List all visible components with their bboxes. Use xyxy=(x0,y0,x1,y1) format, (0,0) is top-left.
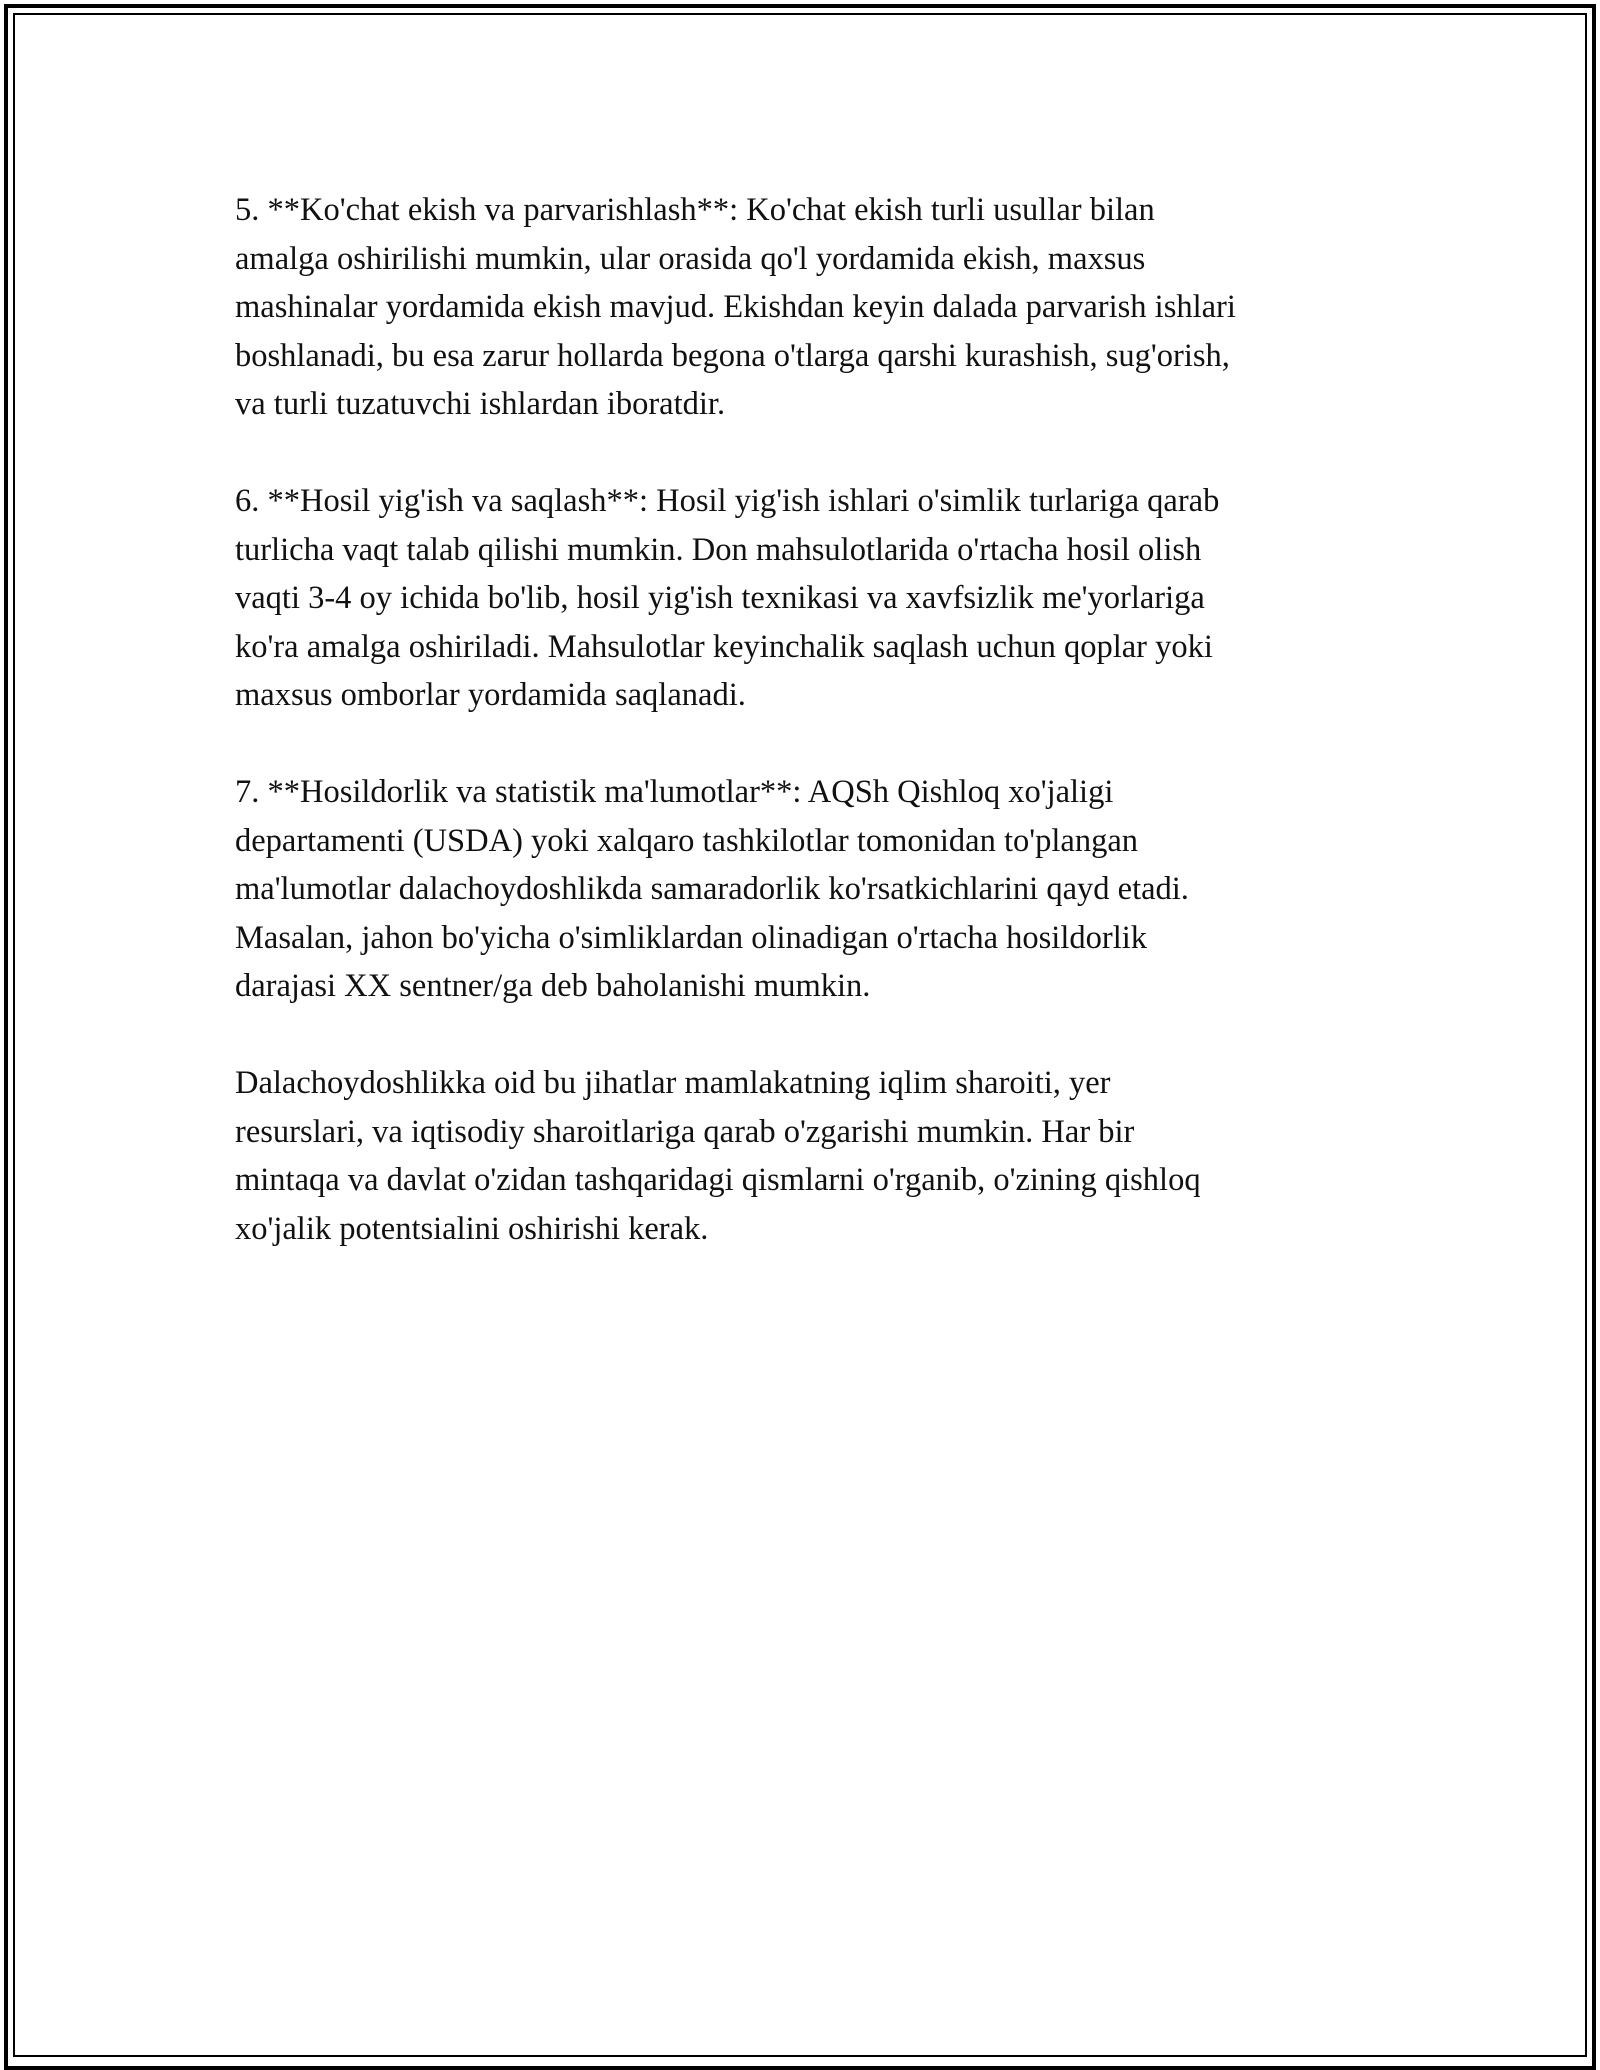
text-line: Dalachoydoshlikka oid bu jihatlar mamlakatning iqlim sharoiti, yer xyxy=(235,1065,1111,1101)
text-line: mintaqa va davlat o'zidan tashqaridagi qismlarni o'rganib, o'zining qishloq xyxy=(235,1162,1201,1198)
text-line: Masalan, jahon bo'yicha o'simliklardan olinadigan o'rtacha hosildorlik xyxy=(235,919,1147,956)
text-line: boshlanadi, bu esa zarur hollarda begona o'tlarga qarshi kurashish, sug'orish, xyxy=(235,337,1230,374)
paragraph-kochat-ekish xyxy=(235,186,1375,429)
text-line: departamenti (USDA) yoki xalqaro tashkilotlar tomonidan to'plangan xyxy=(235,822,1139,859)
text-line: maxsus omborlar yordamida saqlanadi. xyxy=(235,677,746,713)
paragraph-hosil-yigish xyxy=(235,477,1375,720)
text-line: ma'lumotlar dalachoydoshlikda samaradorlik ko'rsatkichlarini qayd etadi. xyxy=(235,871,1189,907)
text-line: xo'jalik potentsialini oshirishi kerak. xyxy=(235,1210,709,1247)
text-line: va turli tuzatuvchi ishlardan iboratdir. xyxy=(235,386,726,422)
text-line: mashinalar yordamida ekish mavjud. Ekishdan keyin dalada parvarish ishlari xyxy=(235,289,1236,325)
text-line: resurslari, va iqtisodiy sharoitlariga qarab o'zgarishi mumkin. Har bir xyxy=(235,1113,1135,1150)
text-line: amalga oshirilishi mumkin, ular orasida qo'l yordamida ekish, maxsus xyxy=(235,240,1146,277)
paragraph-conclusion xyxy=(235,1059,1375,1253)
document-body xyxy=(235,186,1375,1302)
text-line: vaqti 3-4 oy ichida bo'lib, hosil yig'ish texnikasi va xavfsizlik me'yorlariga xyxy=(235,580,1205,616)
text-line: darajasi XX sentner/ga deb baholanishi mumkin. xyxy=(235,968,871,1004)
paragraph-hosildorlik-statistika xyxy=(235,768,1375,1011)
text-line: 7. **Hosildorlik va statistik ma'lumotlar**: AQSh Qishloq xo'jaligi xyxy=(235,774,1114,810)
text-line: ko'ra amalga oshiriladi. Mahsulotlar keyinchalik saqlash uchun qoplar yoki xyxy=(235,628,1213,665)
text-line: 6. **Hosil yig'ish va saqlash**: Hosil yig'ish ishlari o'simlik turlariga qarab xyxy=(235,483,1220,519)
text-line: turlicha vaqt talab qilishi mumkin. Don mahsulotlarida o'rtacha hosil olish xyxy=(235,531,1202,568)
text-line: 5. **Ko'chat ekish va parvarishlash**: Ko'chat ekish turli usullar bilan xyxy=(235,192,1155,228)
